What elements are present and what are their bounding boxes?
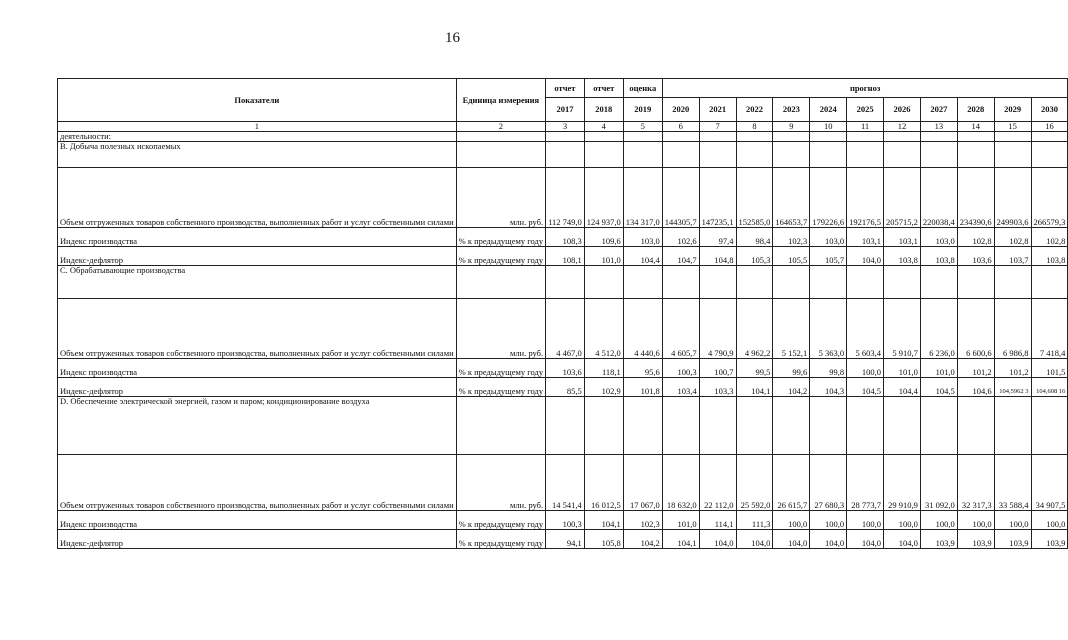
header-year-2029: 2029 bbox=[994, 98, 1031, 122]
value-cell-2027: 100,0 bbox=[920, 510, 957, 529]
empty-cell bbox=[810, 265, 847, 298]
empty-cell bbox=[584, 131, 623, 141]
value-cell-2021: 100,7 bbox=[699, 358, 736, 377]
value-cell-2028: 102,8 bbox=[957, 227, 994, 246]
table-row bbox=[58, 377, 1068, 396]
value-cell-2017: 4 467,0 bbox=[546, 298, 585, 358]
value-cell-2028: 32 317,3 bbox=[957, 454, 994, 510]
header-year-2025: 2025 bbox=[847, 98, 884, 122]
empty-cell bbox=[623, 396, 662, 454]
column-index-cell: 13 bbox=[920, 122, 957, 132]
column-index-cell: 14 bbox=[957, 122, 994, 132]
value-cell-2030: 266579,3 bbox=[1031, 167, 1068, 227]
value-cell-2025: 104,0 bbox=[847, 246, 884, 265]
header-year-2022: 2022 bbox=[736, 98, 773, 122]
value-cell-2028: 103,6 bbox=[957, 246, 994, 265]
value-cell-2017: 100,3 bbox=[546, 510, 585, 529]
empty-cell bbox=[994, 265, 1031, 298]
value-cell-2021: 22 112,0 bbox=[699, 454, 736, 510]
value-cell-2024: 105,7 bbox=[810, 246, 847, 265]
header-year-2019: 2019 bbox=[623, 98, 662, 122]
empty-cell bbox=[1031, 265, 1068, 298]
value-cell-2026: 29 910,9 bbox=[884, 454, 921, 510]
section-row bbox=[58, 141, 1068, 167]
value-cell-2020: 103,4 bbox=[662, 377, 699, 396]
header-year-2027: 2027 bbox=[920, 98, 957, 122]
empty-cell bbox=[736, 396, 773, 454]
value-cell-2029: 103,9 bbox=[994, 529, 1031, 548]
value-cell-2019: 101,8 bbox=[623, 377, 662, 396]
value-cell-2018: 105,8 bbox=[584, 529, 623, 548]
value-cell-2029: 102,8 bbox=[994, 227, 1031, 246]
empty-cell bbox=[456, 396, 545, 454]
empty-cell bbox=[699, 265, 736, 298]
value-cell-2025: 104,0 bbox=[847, 529, 884, 548]
empty-cell bbox=[584, 396, 623, 454]
value-cell-2018: 102,9 bbox=[584, 377, 623, 396]
column-index-cell: 6 bbox=[662, 122, 699, 132]
column-index-cell: 1 bbox=[58, 122, 457, 132]
value-cell-2024: 99,8 bbox=[810, 358, 847, 377]
value-cell-2023: 5 152,1 bbox=[773, 298, 810, 358]
value-cell-2029: 104,5962 3 bbox=[994, 377, 1031, 396]
header-year-2024: 2024 bbox=[810, 98, 847, 122]
empty-cell bbox=[546, 265, 585, 298]
header-report-2017: отчет bbox=[546, 79, 585, 98]
value-cell-2024: 100,0 bbox=[810, 510, 847, 529]
empty-cell bbox=[773, 396, 810, 454]
value-cell-2019: 104,2 bbox=[623, 529, 662, 548]
row-unit: % к предыдущему году bbox=[456, 510, 545, 529]
table-row bbox=[58, 298, 1068, 358]
value-cell-2021: 147235,1 bbox=[699, 167, 736, 227]
empty-cell bbox=[546, 131, 585, 141]
value-cell-2027: 103,8 bbox=[920, 246, 957, 265]
table-row bbox=[58, 227, 1068, 246]
value-cell-2030: 34 907,5 bbox=[1031, 454, 1068, 510]
row-label: Объем отгруженных товаров собственного производства, выполненных работ и услуг собственными силами bbox=[58, 454, 457, 510]
row-unit: % к предыдущему году bbox=[456, 227, 545, 246]
value-cell-2022: 98,4 bbox=[736, 227, 773, 246]
column-index-cell: 5 bbox=[623, 122, 662, 132]
value-cell-2030: 102,8 bbox=[1031, 227, 1068, 246]
value-cell-2025: 100,0 bbox=[847, 510, 884, 529]
value-cell-2030: 103,8 bbox=[1031, 246, 1068, 265]
header-year-2020: 2020 bbox=[662, 98, 699, 122]
section-title: D. Обеспечение электрической энергией, газом и паром; кондиционирование воздуха bbox=[58, 396, 457, 454]
value-cell-2029: 100,0 bbox=[994, 510, 1031, 529]
value-cell-2029: 6 986,8 bbox=[994, 298, 1031, 358]
table-row bbox=[58, 454, 1068, 510]
value-cell-2024: 104,3 bbox=[810, 377, 847, 396]
value-cell-2020: 104,7 bbox=[662, 246, 699, 265]
value-cell-2023: 102,3 bbox=[773, 227, 810, 246]
value-cell-2027: 103,0 bbox=[920, 227, 957, 246]
empty-cell bbox=[994, 396, 1031, 454]
empty-cell bbox=[699, 141, 736, 167]
page-number: 16 bbox=[445, 30, 460, 46]
empty-cell bbox=[584, 265, 623, 298]
value-cell-2030: 100,0 bbox=[1031, 510, 1068, 529]
empty-cell bbox=[957, 131, 994, 141]
value-cell-2028: 100,0 bbox=[957, 510, 994, 529]
empty-cell bbox=[994, 131, 1031, 141]
empty-cell bbox=[662, 265, 699, 298]
empty-cell bbox=[920, 131, 957, 141]
value-cell-2021: 104,8 bbox=[699, 246, 736, 265]
value-cell-2022: 99,5 bbox=[736, 358, 773, 377]
empty-cell bbox=[736, 141, 773, 167]
value-cell-2030: 103,9 bbox=[1031, 529, 1068, 548]
row-unit: % к предыдущему году bbox=[456, 358, 545, 377]
value-cell-2025: 104,5 bbox=[847, 377, 884, 396]
value-cell-2019: 102,3 bbox=[623, 510, 662, 529]
value-cell-2019: 104,4 bbox=[623, 246, 662, 265]
header-row-1 bbox=[58, 79, 1068, 98]
value-cell-2018: 109,6 bbox=[584, 227, 623, 246]
value-cell-2017: 103,6 bbox=[546, 358, 585, 377]
value-cell-2023: 104,2 bbox=[773, 377, 810, 396]
value-cell-2029: 33 588,4 bbox=[994, 454, 1031, 510]
header-estimate: оценка bbox=[623, 79, 662, 98]
empty-cell bbox=[584, 141, 623, 167]
value-cell-2024: 104,0 bbox=[810, 529, 847, 548]
value-cell-2020: 18 632,0 bbox=[662, 454, 699, 510]
value-cell-2026: 100,0 bbox=[884, 510, 921, 529]
value-cell-2019: 134 317,0 bbox=[623, 167, 662, 227]
table-row bbox=[58, 358, 1068, 377]
value-cell-2020: 102,6 bbox=[662, 227, 699, 246]
header-unit: Единица измерения bbox=[456, 79, 545, 122]
header-indicators: Показатели bbox=[58, 79, 457, 122]
value-cell-2024: 5 363,0 bbox=[810, 298, 847, 358]
empty-cell bbox=[847, 131, 884, 141]
value-cell-2026: 103,1 bbox=[884, 227, 921, 246]
empty-cell bbox=[773, 141, 810, 167]
header-year-2018: 2018 bbox=[584, 98, 623, 122]
value-cell-2022: 111,3 bbox=[736, 510, 773, 529]
empty-cell bbox=[662, 131, 699, 141]
empty-cell bbox=[546, 141, 585, 167]
empty-cell bbox=[810, 396, 847, 454]
value-cell-2017: 108,1 bbox=[546, 246, 585, 265]
empty-cell bbox=[456, 141, 545, 167]
value-cell-2030: 104,608 16 bbox=[1031, 377, 1068, 396]
empty-cell bbox=[884, 131, 921, 141]
header-year-2028: 2028 bbox=[957, 98, 994, 122]
value-cell-2027: 103,9 bbox=[920, 529, 957, 548]
empty-cell bbox=[546, 396, 585, 454]
value-cell-2021: 97,4 bbox=[699, 227, 736, 246]
value-cell-2024: 103,0 bbox=[810, 227, 847, 246]
section-row bbox=[58, 265, 1068, 298]
value-cell-2026: 5 910,7 bbox=[884, 298, 921, 358]
column-index-cell: 15 bbox=[994, 122, 1031, 132]
table-body bbox=[58, 131, 1068, 548]
column-index-cell: 16 bbox=[1031, 122, 1068, 132]
table-row bbox=[58, 510, 1068, 529]
value-cell-2030: 101,5 bbox=[1031, 358, 1068, 377]
table-row bbox=[58, 246, 1068, 265]
empty-cell bbox=[773, 265, 810, 298]
value-cell-2023: 26 615,7 bbox=[773, 454, 810, 510]
empty-cell bbox=[699, 396, 736, 454]
column-index-cell: 2 bbox=[456, 122, 545, 132]
value-cell-2028: 103,9 bbox=[957, 529, 994, 548]
empty-cell bbox=[920, 396, 957, 454]
empty-cell bbox=[884, 396, 921, 454]
value-cell-2025: 28 773,7 bbox=[847, 454, 884, 510]
value-cell-2017: 14 541,4 bbox=[546, 454, 585, 510]
value-cell-2020: 104,1 bbox=[662, 529, 699, 548]
column-index-cell: 11 bbox=[847, 122, 884, 132]
section-title: С. Обрабатывающие производства bbox=[58, 265, 457, 298]
value-cell-2027: 220038,4 bbox=[920, 167, 957, 227]
empty-cell bbox=[847, 141, 884, 167]
value-cell-2029: 103,7 bbox=[994, 246, 1031, 265]
value-cell-2028: 101,2 bbox=[957, 358, 994, 377]
column-index-cell: 4 bbox=[584, 122, 623, 132]
row-label: Индекс производства bbox=[58, 227, 457, 246]
value-cell-2024: 27 680,3 bbox=[810, 454, 847, 510]
value-cell-2017: 85,5 bbox=[546, 377, 585, 396]
value-cell-2022: 104,0 bbox=[736, 529, 773, 548]
value-cell-2026: 101,0 bbox=[884, 358, 921, 377]
column-index-cell: 8 bbox=[736, 122, 773, 132]
empty-cell bbox=[810, 131, 847, 141]
value-cell-2022: 104,1 bbox=[736, 377, 773, 396]
value-cell-2024: 179226,6 bbox=[810, 167, 847, 227]
column-index-cell: 3 bbox=[546, 122, 585, 132]
value-cell-2022: 105,3 bbox=[736, 246, 773, 265]
value-cell-2023: 104,0 bbox=[773, 529, 810, 548]
value-cell-2019: 4 440,6 bbox=[623, 298, 662, 358]
row-unit: млн. руб. bbox=[456, 167, 545, 227]
value-cell-2017: 108,3 bbox=[546, 227, 585, 246]
column-index-cell: 10 bbox=[810, 122, 847, 132]
section-title: В. Добыча полезных ископаемых bbox=[58, 141, 457, 167]
value-cell-2026: 205715,2 bbox=[884, 167, 921, 227]
row-label: Индекс производства bbox=[58, 358, 457, 377]
value-cell-2025: 100,0 bbox=[847, 358, 884, 377]
empty-cell bbox=[662, 396, 699, 454]
header-forecast: прогноз bbox=[662, 79, 1068, 98]
value-cell-2026: 104,4 bbox=[884, 377, 921, 396]
value-cell-2028: 6 600,6 bbox=[957, 298, 994, 358]
row-unit: % к предыдущему году bbox=[456, 246, 545, 265]
value-cell-2019: 95,6 bbox=[623, 358, 662, 377]
value-cell-2018: 118,1 bbox=[584, 358, 623, 377]
empty-cell bbox=[1031, 396, 1068, 454]
value-cell-2028: 234390,6 bbox=[957, 167, 994, 227]
empty-cell bbox=[994, 141, 1031, 167]
section-row bbox=[58, 396, 1068, 454]
value-cell-2029: 101,2 bbox=[994, 358, 1031, 377]
row-unit: млн. руб. bbox=[456, 298, 545, 358]
value-cell-2018: 4 512,0 bbox=[584, 298, 623, 358]
empty-cell bbox=[847, 396, 884, 454]
empty-cell bbox=[957, 396, 994, 454]
value-cell-2023: 164653,7 bbox=[773, 167, 810, 227]
header-year-2030: 2030 bbox=[1031, 98, 1068, 122]
header-report-2018: отчет bbox=[584, 79, 623, 98]
value-cell-2030: 7 418,4 bbox=[1031, 298, 1068, 358]
empty-cell bbox=[920, 141, 957, 167]
value-cell-2017: 112 749,0 bbox=[546, 167, 585, 227]
value-cell-2018: 16 012,5 bbox=[584, 454, 623, 510]
continuation-label: деятельности: bbox=[58, 131, 457, 141]
value-cell-2027: 104,5 bbox=[920, 377, 957, 396]
empty-cell bbox=[456, 131, 545, 141]
column-index-cell: 9 bbox=[773, 122, 810, 132]
value-cell-2023: 99,6 bbox=[773, 358, 810, 377]
empty-cell bbox=[810, 141, 847, 167]
value-cell-2025: 192176,5 bbox=[847, 167, 884, 227]
value-cell-2021: 4 790,9 bbox=[699, 298, 736, 358]
value-cell-2018: 124 937,0 bbox=[584, 167, 623, 227]
row-label: Объем отгруженных товаров собственного производства, выполненных работ и услуг собственными силами bbox=[58, 298, 457, 358]
value-cell-2022: 4 962,2 bbox=[736, 298, 773, 358]
row-unit: % к предыдущему году bbox=[456, 377, 545, 396]
value-cell-2027: 31 092,0 bbox=[920, 454, 957, 510]
column-index-cell: 12 bbox=[884, 122, 921, 132]
value-cell-2022: 25 592,0 bbox=[736, 454, 773, 510]
value-cell-2018: 101,0 bbox=[584, 246, 623, 265]
value-cell-2027: 101,0 bbox=[920, 358, 957, 377]
value-cell-2021: 104,0 bbox=[699, 529, 736, 548]
continuation-row bbox=[58, 131, 1068, 141]
row-label: Объем отгруженных товаров собственного производства, выполненных работ и услуг собственными силами bbox=[58, 167, 457, 227]
empty-cell bbox=[1031, 141, 1068, 167]
empty-cell bbox=[662, 141, 699, 167]
value-cell-2020: 101,0 bbox=[662, 510, 699, 529]
value-cell-2022: 152585,0 bbox=[736, 167, 773, 227]
empty-cell bbox=[884, 141, 921, 167]
empty-cell bbox=[623, 131, 662, 141]
empty-cell bbox=[773, 131, 810, 141]
empty-cell bbox=[884, 265, 921, 298]
empty-cell bbox=[699, 131, 736, 141]
row-label: Индекс-дефлятор bbox=[58, 377, 457, 396]
value-cell-2023: 100,0 bbox=[773, 510, 810, 529]
header-year-2026: 2026 bbox=[884, 98, 921, 122]
row-unit: млн. руб. bbox=[456, 454, 545, 510]
value-cell-2027: 6 236,0 bbox=[920, 298, 957, 358]
empty-cell bbox=[920, 265, 957, 298]
empty-cell bbox=[736, 131, 773, 141]
empty-cell bbox=[736, 265, 773, 298]
row-label: Индекс-дефлятор bbox=[58, 246, 457, 265]
value-cell-2026: 104,0 bbox=[884, 529, 921, 548]
value-cell-2019: 103,0 bbox=[623, 227, 662, 246]
empty-cell bbox=[957, 265, 994, 298]
value-cell-2025: 5 603,4 bbox=[847, 298, 884, 358]
header-year-2023: 2023 bbox=[773, 98, 810, 122]
value-cell-2017: 94,1 bbox=[546, 529, 585, 548]
value-cell-2021: 103,3 bbox=[699, 377, 736, 396]
value-cell-2026: 103,8 bbox=[884, 246, 921, 265]
value-cell-2029: 249903,6 bbox=[994, 167, 1031, 227]
value-cell-2028: 104,6 bbox=[957, 377, 994, 396]
empty-cell bbox=[1031, 131, 1068, 141]
value-cell-2020: 144305,7 bbox=[662, 167, 699, 227]
row-label: Индекс производства bbox=[58, 510, 457, 529]
value-cell-2020: 4 605,7 bbox=[662, 298, 699, 358]
value-cell-2020: 100,3 bbox=[662, 358, 699, 377]
empty-cell bbox=[456, 265, 545, 298]
table-row bbox=[58, 529, 1068, 548]
table-row bbox=[58, 167, 1068, 227]
column-index-row bbox=[58, 122, 1068, 132]
row-label: Индекс-дефлятор bbox=[58, 529, 457, 548]
header-year-2021: 2021 bbox=[699, 98, 736, 122]
value-cell-2025: 103,1 bbox=[847, 227, 884, 246]
value-cell-2018: 104,1 bbox=[584, 510, 623, 529]
empty-cell bbox=[623, 265, 662, 298]
empty-cell bbox=[623, 141, 662, 167]
empty-cell bbox=[957, 141, 994, 167]
value-cell-2023: 105,5 bbox=[773, 246, 810, 265]
value-cell-2019: 17 067,0 bbox=[623, 454, 662, 510]
forecast-table bbox=[57, 78, 1068, 549]
header-year-2017: 2017 bbox=[546, 98, 585, 122]
row-unit: % к предыдущему году bbox=[456, 529, 545, 548]
empty-cell bbox=[847, 265, 884, 298]
value-cell-2021: 114,1 bbox=[699, 510, 736, 529]
column-index-cell: 7 bbox=[699, 122, 736, 132]
